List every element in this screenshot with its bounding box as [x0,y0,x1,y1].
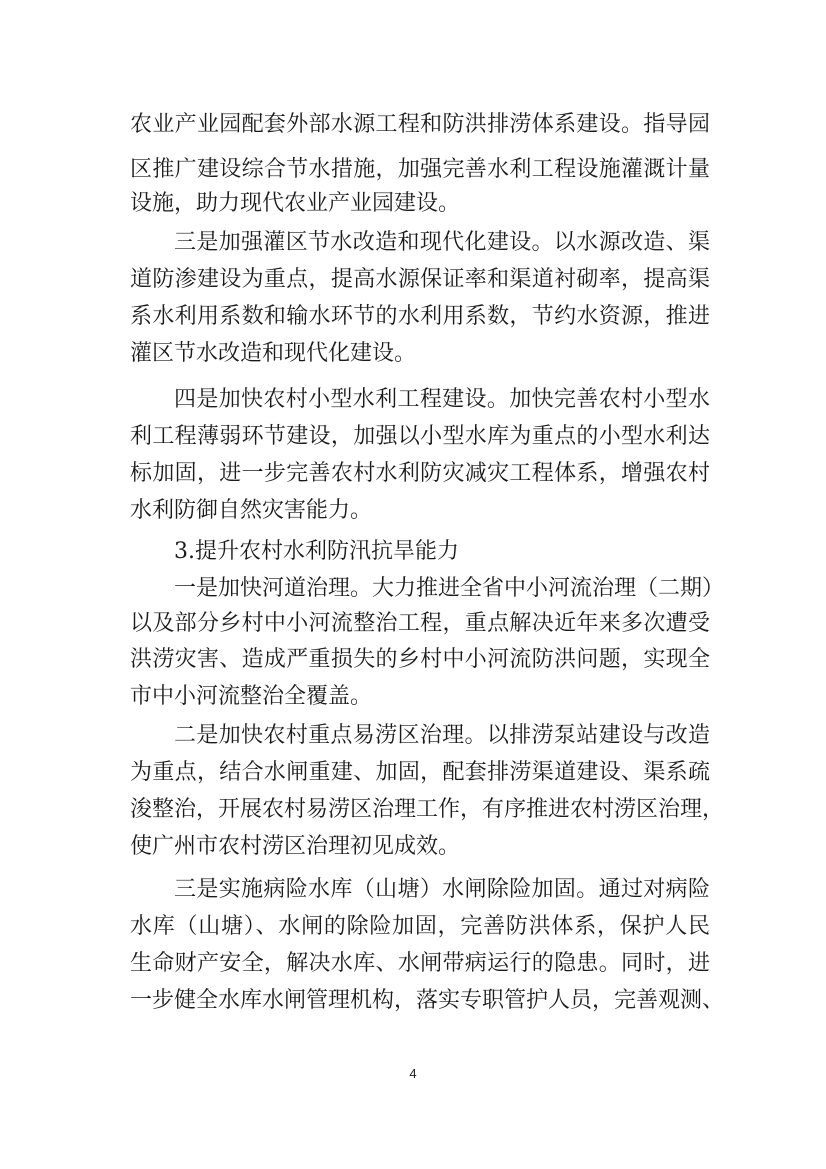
text-line: 三是加强灌区节水改造和现代化建设。以水源改造、渠 [174,230,710,255]
text-line: 水利防御自然灾害能力。 [130,498,373,523]
text-line: 一是加快河道治理。大力推进全省中小河流治理（二期） [174,576,725,601]
text-line: 灌区节水改造和现代化建设。 [130,341,417,366]
text-line: 生命财产安全，解决水库、水闸带病运行的隐患。同时，进 [130,951,710,976]
section-heading: 3.提升农村水利防汛抗旱能力 [174,539,459,564]
text-line: 标加固，进一步完善农村水利防灾减灾工程体系，增强农村 [130,461,710,486]
text-line: 区推广建设综合节水措施，加强完善水利工程设施灌溉计量 [130,157,710,182]
text-line: 洪涝灾害、造成严重损失的乡村中小河流防洪问题，实现全 [130,647,710,672]
text-line: 二是加快农村重点易涝区治理。以排涝泵站建设与改造 [174,723,710,748]
text-line: 浚整治，开展农村易涝区治理工作，有序推进农村涝区治理， [130,797,725,822]
text-line: 以及部分乡村中小河流整治工程，重点解决近年来多次遭受 [130,611,710,636]
text-line: 道防渗建设为重点，提高水源保证率和渠道衬砌率，提高渠 [130,267,710,292]
text-line: 使广州市农村涝区治理初见成效。 [130,834,461,859]
text-line: 四是加快农村小型水利工程建设。加快完善农村小型水 [174,387,710,412]
page-number: 4 [409,1066,417,1081]
text-line: 利工程薄弱环节建设，加强以小型水库为重点的小型水利达 [130,424,710,449]
text-line: 市中小河流整治全覆盖。 [130,684,373,709]
text-line: 一步健全水库水闸管理机构，落实专职管护人员，完善观测、 [130,988,725,1013]
text-line: 系水利用系数和输水环节的水利用系数，节约水资源，推进 [130,304,710,329]
text-line: 设施，助力现代农业产业园建设。 [130,191,461,216]
text-line: 为重点，结合水闸重建、加固，配套排涝渠道建设、渠系疏 [130,760,710,785]
text-line: 水库（山塘）、水闸的除险加固，完善防洪体系，保护人民 [130,914,710,939]
text-line: 农业产业园配套外部水源工程和防洪排涝体系建设。指导园 [130,112,710,137]
text-line: 三是实施病险水库（山塘）水闸除险加固。通过对病险 [174,877,710,902]
